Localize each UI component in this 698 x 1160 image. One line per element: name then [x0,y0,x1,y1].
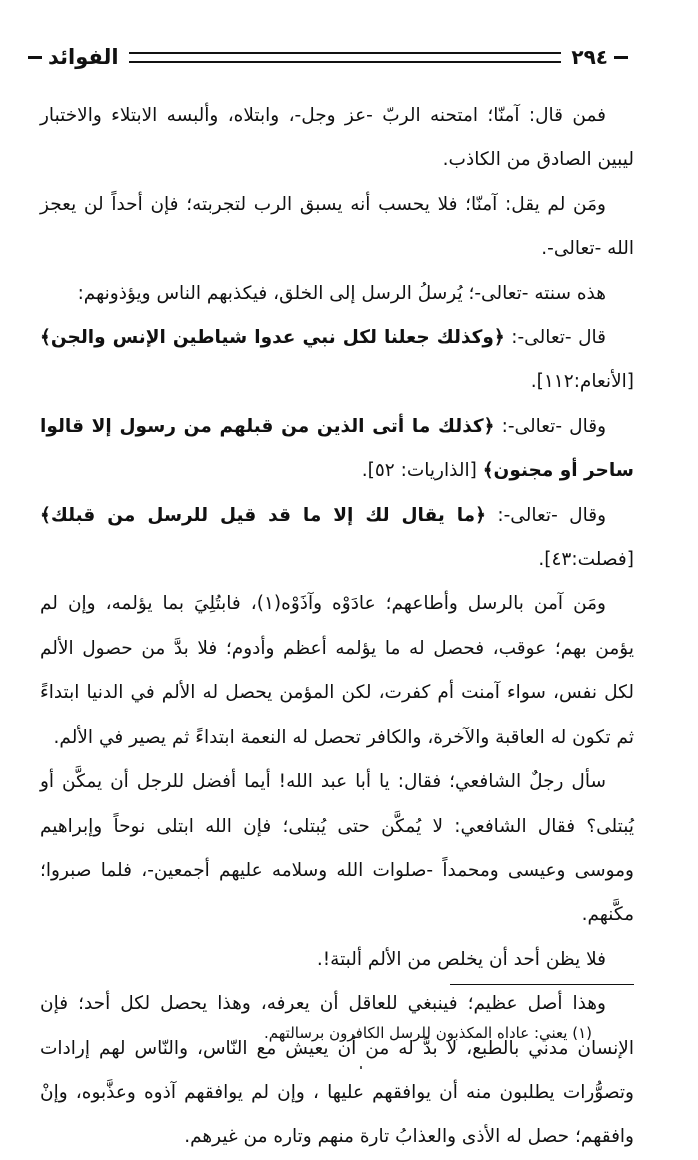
paragraph: ومَن آمن بالرسل وأطاعهم؛ عادَوْه وآذَوْه(١)، فابتُلِيَ بما يؤلمه، وإن لم يؤمن بهم؛ عوقب، فحصل له ما يؤلمه أعظم وأدوم؛ فلا بدَّ من حصول الألم لكل نفس، سواء آمنت أم كفرت، لكن المؤمن يحصل له الألم في الدنيا ابتداءً ثم تكون له العاقبة والآخرة، والكافر تحصل له النعمة ابتداءً ثم يصير في الألم. [40,593,634,748]
verse-paragraph [40,316,634,405]
running-title: الفوائد [48,45,119,69]
paragraph: فلا يظن أحد أن يخلص من الألم ألبتة!. [316,948,606,970]
print-speck [360,1066,362,1069]
verse-paragraph [40,405,634,494]
page-number: ٢٩٤ [571,45,608,69]
paragraph: ومَن لم يقل: آمنّا؛ فلا يحسب أنه يسبق الرب لتجربته؛ فإن أحداً لن يعجز الله -تعالى-. [40,193,634,260]
footnote-rule [450,984,634,985]
page-header [28,40,628,74]
verse-lead: وقال -تعالى-: [494,415,606,437]
page-number-block [571,45,628,69]
running-title-block [28,45,119,69]
verse-paragraph [40,494,634,583]
verse-lead: قال -تعالى-: [504,327,606,349]
paragraph: هذه سنته -تعالى-؛ يُرسلُ الرسل إلى الخلق، فيكذبهم الناس ويؤذونهم: [77,282,606,304]
quran-verse: ﴿ما يقال لك إلا ما قد قيل للرسل من قبلك﴾ [40,504,486,526]
verse-reference: [الأنعام:١١٢]. [530,371,634,393]
header-rule [129,52,562,63]
quran-verse: ﴿كذلك ما أتى الذين من قبلهم من رسول إلا قالوا ساحر أو مجنون﴾ [40,415,634,482]
verse-reference: [فصلت:٤٣]. [538,549,634,571]
paragraph: وهذا أصل عظيم؛ فينبغي للعاقل أن يعرفه، وهذا يحصل لكل أحد؛ فإن الإنسان مدني بالطبع، لا بدَّ له من أن يعيش مع النّاس، والنّاس لهم إرادات وتصوُّرات يطلبون منه أن يوافقهم عليها ، وإن لم يوافقهم آذوه وعذَّبوه، وإنْ وافقهم؛ حصل له الأذى والعذابُ تارة منهم وتاره من غيرهم. [40,993,634,1148]
header-dash-ornament [614,56,628,59]
verse-lead: وقال -تعالى-: [485,504,607,526]
paragraph: فمن قال: آمنّا؛ امتحنه الربّ -عز وجل-، وابتلاه، وألبسه الابتلاء والاختبار ليبين الصادق من الكاذب. [40,105,634,171]
verse-reference: [الذاريات: ٥٢]. [361,460,483,482]
header-dash-ornament [28,56,42,59]
paragraph: سأل رجلٌ الشافعي؛ فقال: يا أبا عبد الله! أيما أفضل للرجل أن يمكَّن أو يُبتلى؟ فقال الشافعي: لا يُمكَّن حتى يُبتلى؛ فإن الله ابتلى نوحاً وإبراهيم وموسى وعيسى ومحمداً -صلوات الله وسلامه عليهم أجمعين-، فلما صبروا؛ مكَّنهم. [40,771,634,926]
footnote: (١) يعني: عاداه المكذبون للرسل الكافرون برسالتهم. [264,1024,592,1042]
body-text [40,94,634,1160]
quran-verse: ﴿وكذلك جعلنا لكل نبي عدوا شياطين الإنس والجن﴾ [40,327,505,349]
